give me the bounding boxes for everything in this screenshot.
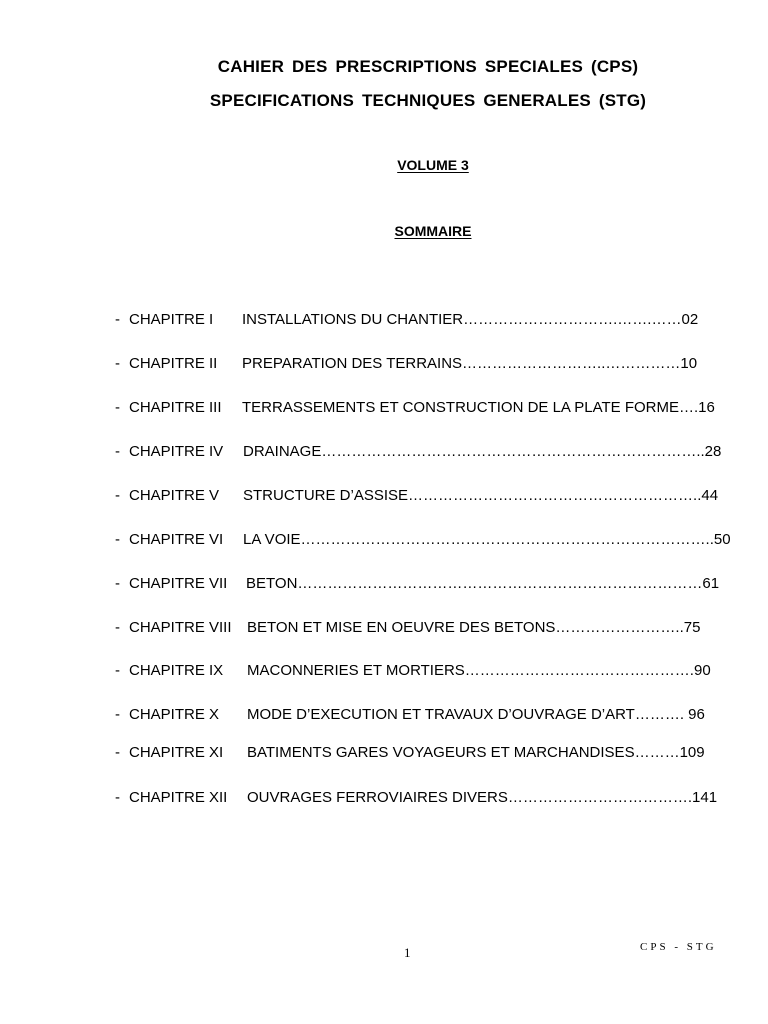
toc-bullet: - [115,531,120,548]
document-title: CAHIER DES PRESCRIPTIONS SPECIALES (CPS) [217,57,639,76]
toc-chapter-title: BATIMENTS GARES VOYAGEURS ET MARCHANDISES………109 [247,744,705,761]
toc-entry-chapitre-9 [115,662,745,682]
toc-chapter-label: CHAPITRE X [129,706,220,723]
toc-chapter-label: CHAPITRE XII [129,789,228,806]
toc-bullet: - [115,487,120,504]
toc-chapter-label: CHAPITRE IX [129,662,224,679]
toc-entry-chapitre-1 [115,311,745,331]
toc-chapter-label: CHAPITRE VIII [129,619,232,636]
toc-bullet: - [115,619,120,636]
toc-bullet: - [115,789,120,806]
volume-heading: VOLUME 3 [397,157,469,173]
toc-entry-chapitre-7 [115,575,745,595]
toc-entry-chapitre-10 [115,706,745,726]
toc-chapter-title: PREPARATION DES TERRAINS………………………..……………10 [242,355,698,372]
page-number: 1 [404,945,411,960]
document-subtitle: SPECIFICATIONS TECHNIQUES GENERALES (STG) [209,91,647,110]
toc-bullet: - [115,662,120,679]
toc-entry-chapitre-11 [115,744,745,764]
toc-chapter-title: BETON ET MISE EN OEUVRE DES BETONS……………………..75 [247,619,701,636]
toc-chapter-label: CHAPITRE I [129,311,214,328]
toc-bullet: - [115,443,120,460]
toc-bullet: - [115,399,120,416]
toc-entry-chapitre-4 [115,443,745,463]
document-code: CPS - STG [640,941,717,953]
toc-chapter-title: MACONNERIES ET MORTIERS……………………………………….90 [247,662,711,679]
toc-chapter-title: BETON………………………………………………………………………61 [246,575,720,592]
toc-chapter-label: CHAPITRE VII [129,575,228,592]
toc-entry-chapitre-8 [115,619,745,639]
toc-chapter-title: OUVRAGES FERROVIAIRES DIVERS……………………………….141 [247,789,718,806]
toc-entry-chapitre-6 [115,531,745,551]
toc-chapter-title: INSTALLATIONS DU CHANTIER………………………….…….……02 [242,311,699,328]
toc-bullet: - [115,706,120,723]
toc-chapter-label: CHAPITRE II [129,355,218,372]
toc-chapter-title: TERRASSEMENTS ET CONSTRUCTION DE LA PLATE FORME….16 [242,399,715,416]
toc-bullet: - [115,311,120,328]
toc-chapter-label: CHAPITRE V [129,487,220,504]
toc-entry-chapitre-12 [115,789,745,809]
summary-heading: SOMMAIRE [394,223,472,239]
toc-entry-chapitre-5 [115,487,745,507]
toc-bullet: - [115,575,120,592]
toc-chapter-title: STRUCTURE D’ASSISE…………………………………………………..44 [243,487,719,504]
toc-chapter-label: CHAPITRE VI [129,531,224,548]
toc-entry-chapitre-3 [115,399,745,419]
toc-bullet: - [115,744,120,761]
toc-chapter-title: DRAINAGE…………………………………………………………………..28 [243,443,722,460]
toc-chapter-label: CHAPITRE III [129,399,222,416]
toc-chapter-label: CHAPITRE XI [129,744,224,761]
toc-entry-chapitre-2 [115,355,745,375]
toc-chapter-title: LA VOIE………………………………………………………………………..50 [243,531,731,548]
toc-chapter-label: CHAPITRE IV [129,443,224,460]
toc-chapter-title: MODE D’EXECUTION ET TRAVAUX D’OUVRAGE D’ART………. 96 [247,706,705,723]
toc-bullet: - [115,355,120,372]
